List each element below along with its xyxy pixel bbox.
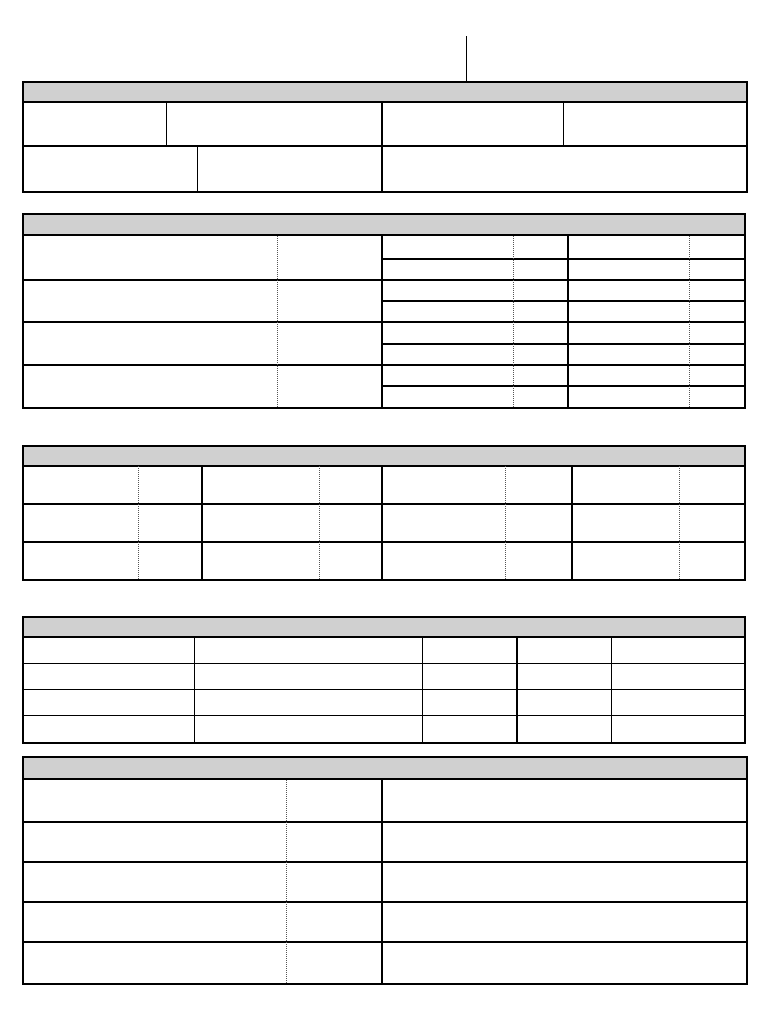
section-5-dotted-divider [286,780,287,983]
section-4-divider-4 [611,638,612,742]
section-4-divider-2 [422,638,423,742]
section-1-row2-divider [197,147,198,191]
section-3-dotted-divider-2 [319,466,320,579]
section-1-header-band [24,83,746,103]
section-2-left-row-divider-3 [24,364,382,366]
section-1-field-3[interactable] [384,102,562,144]
section-2-right-dotted-divider-a [513,236,514,407]
section-1-center-divider [381,101,383,191]
section-2-left-field-4[interactable] [24,367,276,406]
top-marker-line [466,36,467,82]
section-2-left-field-2[interactable] [24,282,276,320]
section-3-divider-1 [201,466,203,579]
section-2-left-row-divider-1 [24,279,382,281]
section-2-right-dotted-divider-b [689,236,690,407]
section-1-row1-divider-b [563,101,564,145]
section-2-left-field-3[interactable] [24,324,276,363]
section-4-row-divider-3 [24,715,744,716]
section-1-row1-divider-a [166,101,167,145]
section-1-field-6[interactable] [199,148,380,190]
section-1-field-2[interactable] [168,102,380,144]
section-3-dotted-divider-4 [679,466,680,579]
section-5-center-divider [381,780,383,983]
section-5-row-divider-3 [24,901,746,903]
section-2-header-band [24,215,744,236]
section-1-field-5[interactable] [24,148,196,190]
section-3-dotted-divider-1 [138,466,139,579]
section-2-left-dotted-divider [277,236,278,407]
section-3-divider-2 [381,466,383,579]
section-1-field-1[interactable] [24,102,165,144]
section-4-divider-3 [516,638,518,742]
section-1-row-divider [24,145,746,147]
section-5-header-band [24,758,746,780]
section-3-divider-3 [571,466,573,579]
section-1-field-7[interactable] [384,148,745,190]
section-4-row-divider-2 [24,689,744,690]
section-4-header-band [24,618,744,638]
section-3-dotted-divider-3 [505,466,506,579]
section-5-row-divider-4 [24,941,746,943]
section-2-left-field-1[interactable] [24,237,276,278]
section-2-right-divider [567,236,569,407]
section-3-row-divider-2 [24,541,744,543]
section-4-divider-1 [194,638,195,742]
section-5-row-divider-1 [24,821,746,823]
section-5-row-divider-2 [24,861,746,863]
section-4-row-divider-1 [24,663,744,664]
section-3-header-band [24,447,744,467]
section-3-row-divider-1 [24,503,744,505]
form-section-5 [22,756,748,985]
section-1-field-4[interactable] [565,102,745,144]
section-2-left-row-divider-2 [24,321,382,323]
